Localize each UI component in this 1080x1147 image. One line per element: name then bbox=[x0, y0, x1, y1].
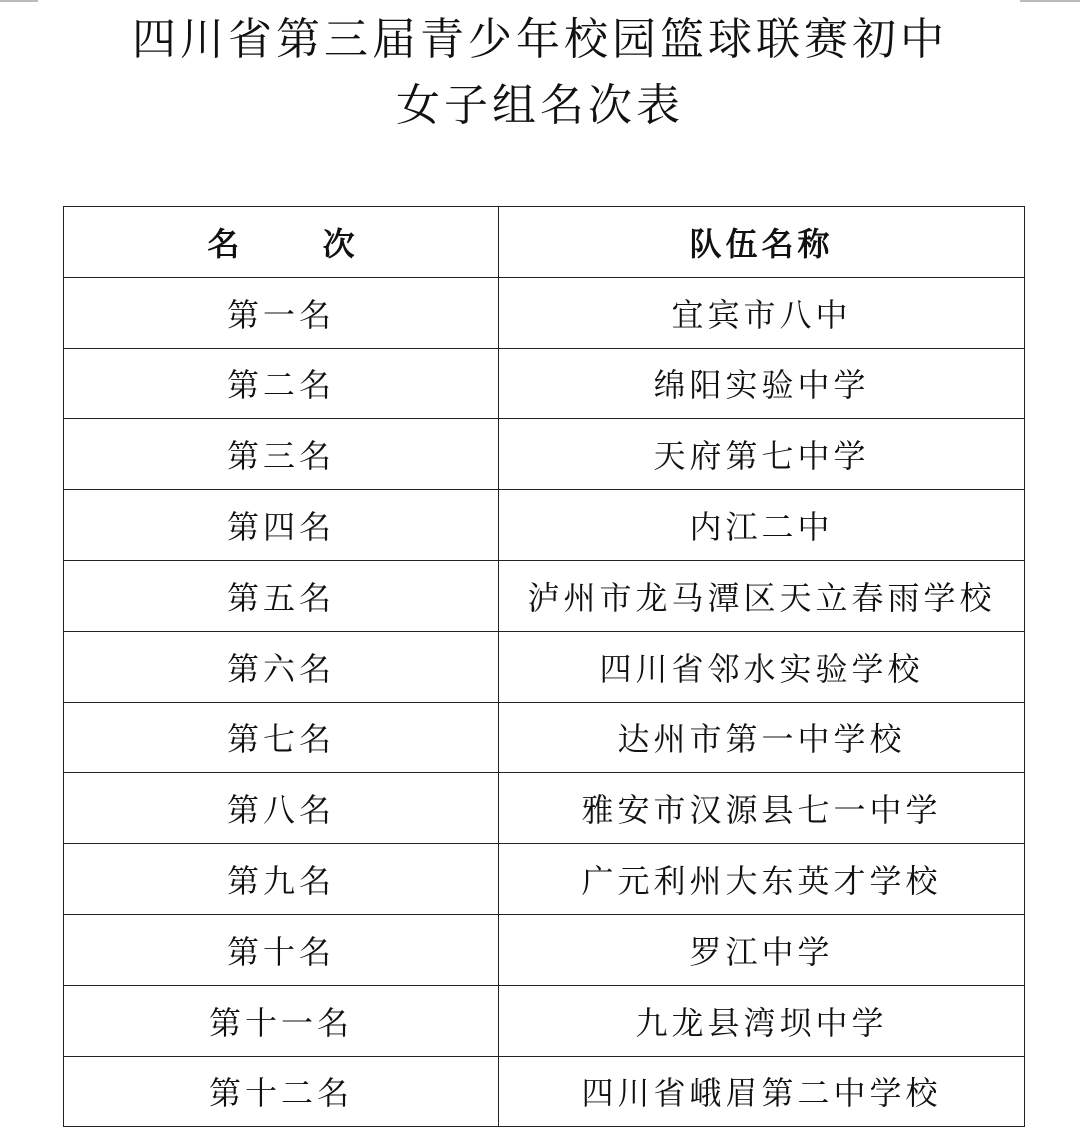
team-cell: 九龙县湾坝中学 bbox=[499, 985, 1025, 1056]
rank-cell: 第一名 bbox=[64, 277, 499, 348]
team-cell: 天府第七中学 bbox=[499, 419, 1025, 490]
team-cell: 泸州市龙马潭区天立春雨学校 bbox=[499, 560, 1025, 631]
team-cell: 宜宾市八中 bbox=[499, 277, 1025, 348]
table-row bbox=[64, 773, 1025, 844]
rank-cell: 第十名 bbox=[64, 914, 499, 985]
rank-cell: 第五名 bbox=[64, 560, 499, 631]
team-cell: 四川省峨眉第二中学校 bbox=[499, 1056, 1025, 1127]
rank-cell: 第八名 bbox=[64, 773, 499, 844]
rank-cell: 第九名 bbox=[64, 844, 499, 915]
table-row bbox=[64, 277, 1025, 348]
header-team: 队伍名称 bbox=[499, 207, 1025, 278]
table-row bbox=[64, 560, 1025, 631]
table-row bbox=[64, 1056, 1025, 1127]
rank-cell: 第六名 bbox=[64, 631, 499, 702]
rank-cell: 第十二名 bbox=[64, 1056, 499, 1127]
team-cell: 罗江中学 bbox=[499, 914, 1025, 985]
table-row bbox=[64, 702, 1025, 773]
team-cell: 四川省邻水实验学校 bbox=[499, 631, 1025, 702]
table-row bbox=[64, 914, 1025, 985]
rank-cell: 第三名 bbox=[64, 419, 499, 490]
top-edge-mark-left bbox=[0, 0, 38, 2]
rank-cell: 第七名 bbox=[64, 702, 499, 773]
team-cell: 绵阳实验中学 bbox=[499, 348, 1025, 419]
header-rank bbox=[64, 207, 499, 278]
top-edge-mark-right bbox=[1020, 0, 1080, 2]
team-cell: 雅安市汉源县七一中学 bbox=[499, 773, 1025, 844]
ranking-table bbox=[63, 206, 1025, 1127]
table-row bbox=[64, 490, 1025, 561]
table-row bbox=[64, 631, 1025, 702]
rank-cell: 第十一名 bbox=[64, 985, 499, 1056]
document-title-line-2: 女子组名次表 bbox=[396, 80, 684, 131]
document-title-line-1: 四川省第三届青少年校园篮球联赛初中 bbox=[132, 14, 948, 65]
team-cell: 达州市第一中学校 bbox=[499, 702, 1025, 773]
rank-cell: 第四名 bbox=[64, 490, 499, 561]
table-row bbox=[64, 419, 1025, 490]
table-row bbox=[64, 985, 1025, 1056]
table-header-row bbox=[64, 207, 1025, 278]
table-row bbox=[64, 348, 1025, 419]
team-cell: 广元利州大东英才学校 bbox=[499, 844, 1025, 915]
rank-cell: 第二名 bbox=[64, 348, 499, 419]
team-cell: 内江二中 bbox=[499, 490, 1025, 561]
header-rank-label: 名 次 bbox=[207, 224, 391, 263]
table-row bbox=[64, 844, 1025, 915]
